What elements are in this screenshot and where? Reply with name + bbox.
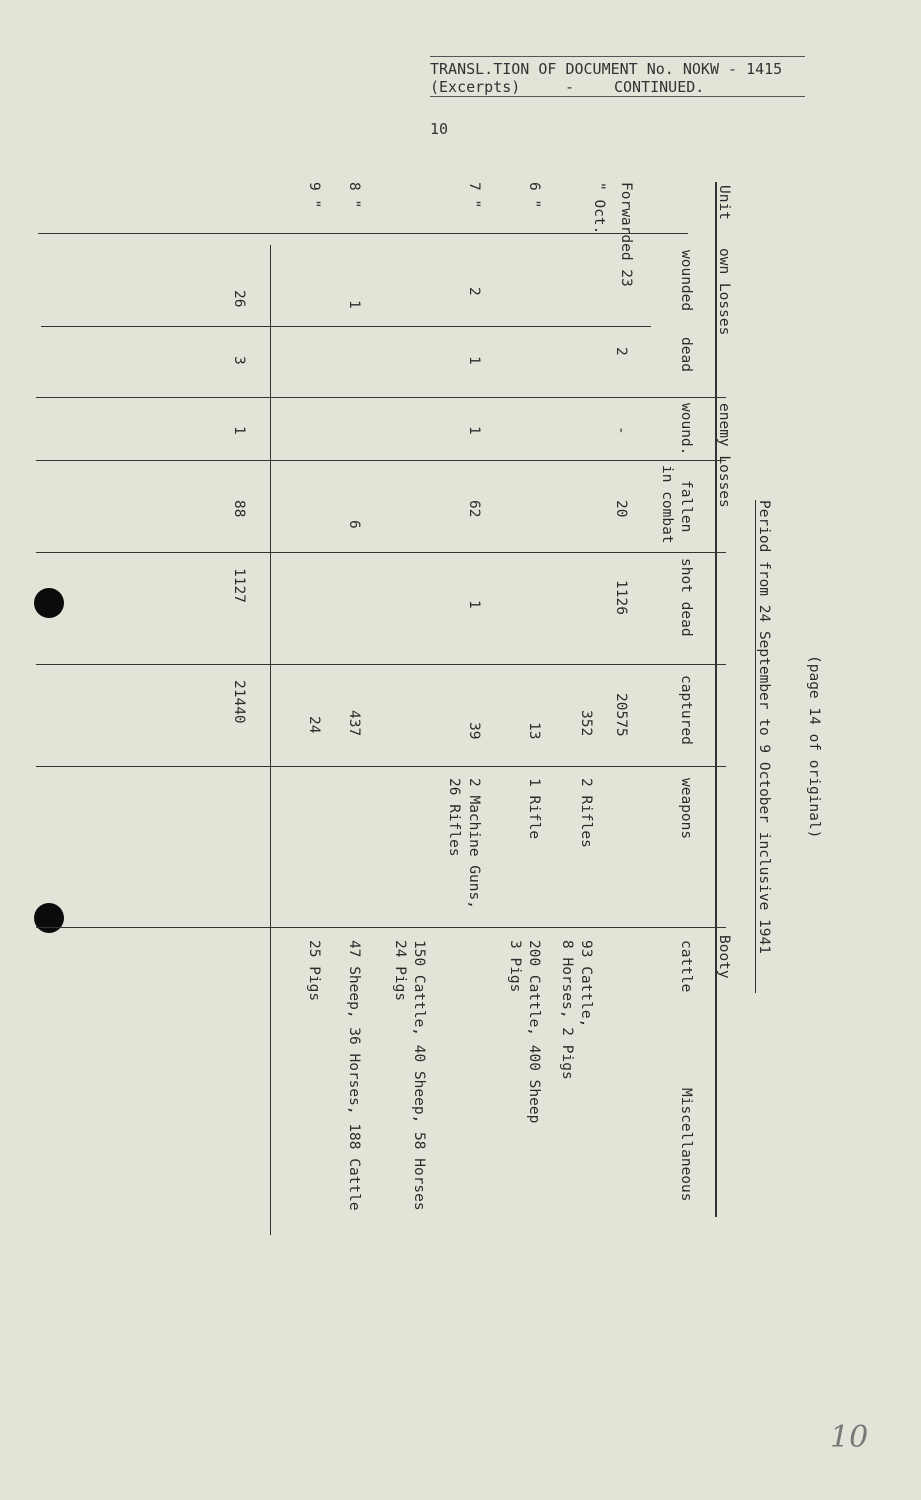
col-sep-captured bbox=[36, 664, 726, 665]
totals-fallen: 88 bbox=[231, 500, 247, 518]
subtitle-excerpts: (Excerpts) bbox=[430, 78, 521, 96]
totals-divider bbox=[270, 245, 271, 1235]
col-fallen-2: in combat bbox=[659, 465, 675, 544]
header-own-losses: own Losses bbox=[716, 248, 732, 336]
row-forwarded-unit: Forwarded 23 bbox=[618, 182, 634, 287]
row-7-unit: 7 " bbox=[466, 182, 482, 209]
col-weapons: weapons bbox=[678, 778, 694, 840]
col-sep-weapons bbox=[36, 766, 726, 767]
col-sep-enemy bbox=[36, 397, 726, 398]
row-7-weapons: 2 Machine Guns, bbox=[466, 778, 482, 909]
row-7-weapons-2: 26 Rifles bbox=[446, 778, 462, 857]
row-forwarded-shot-dead: 1126 bbox=[613, 580, 629, 615]
row-7-cattle-2: 24 Pigs bbox=[392, 940, 408, 1002]
col-fallen: fallen bbox=[678, 480, 694, 533]
row-9-cattle: 25 Pigs bbox=[306, 940, 322, 1002]
booty-divider bbox=[36, 927, 726, 928]
col-sep-shot bbox=[36, 552, 726, 553]
col-wound: wound. bbox=[678, 403, 694, 456]
col-shot-dead: shot dead bbox=[678, 558, 694, 637]
row-6-weapons: 1 Rifle bbox=[526, 778, 542, 840]
header-divider bbox=[716, 182, 718, 1217]
row-7-shot-dead: 1 bbox=[466, 600, 482, 609]
row-352-cattle: 93 Cattle, bbox=[578, 940, 594, 1028]
row-forwarded-unit-2: " Oct. bbox=[591, 182, 607, 235]
row-forwarded-fallen: 20 bbox=[613, 500, 629, 518]
row-forwarded-dead: 2 bbox=[613, 347, 629, 356]
row-7-wounded: 2 bbox=[466, 287, 482, 296]
page-of-original: (page 14 of original) bbox=[806, 655, 822, 839]
row-8-unit: 8 " bbox=[346, 182, 362, 209]
totals-captured: 21440 bbox=[231, 680, 247, 724]
row-8-cattle: 47 Sheep, 36 Horses, 188 Cattle bbox=[346, 940, 362, 1211]
totals-dead: 3 bbox=[231, 356, 247, 365]
row-forwarded-captured: 20575 bbox=[613, 693, 629, 737]
row-8-wounded: 1 bbox=[346, 300, 362, 309]
period-underline bbox=[755, 500, 756, 993]
totals-shot-dead: 1127 bbox=[231, 568, 247, 603]
subtitle-continued: CONTINUED. bbox=[614, 78, 705, 96]
row-8-fallen: 6 bbox=[346, 520, 362, 529]
header-enemy-losses: enemy Losses bbox=[716, 403, 732, 508]
col-cattle: cattle bbox=[678, 940, 694, 993]
row-7-dead: 1 bbox=[466, 356, 482, 365]
col-captured: captured bbox=[678, 675, 694, 745]
totals-wounded: 26 bbox=[231, 290, 247, 308]
col-miscellaneous: Miscellaneous bbox=[678, 1088, 694, 1202]
page-number: 10 bbox=[430, 120, 449, 138]
row-7-cattle: 150 Cattle, 40 Sheep, 58 Horses bbox=[411, 940, 427, 1211]
row-6-captured: 13 bbox=[526, 722, 542, 740]
row-352-cattle-2: 8 Horses, 2 Pigs bbox=[559, 940, 575, 1080]
row-7-wound: 1 bbox=[466, 426, 482, 435]
header-unit: Unit bbox=[716, 185, 732, 220]
row-6-cattle-2: 3 Pigs bbox=[507, 940, 523, 993]
row-9-unit: 9 " bbox=[306, 182, 322, 209]
row-9-captured: 24 bbox=[306, 716, 322, 734]
period-heading: Period from 24 September to 9 October inclusive 1941 bbox=[756, 500, 772, 954]
row-7-captured: 39 bbox=[466, 722, 482, 740]
row-352-captured: 352 bbox=[578, 710, 594, 737]
document-title: TRANSL.TION OF DOCUMENT No. NOKW - 1415 bbox=[430, 60, 783, 78]
handwritten-page-number: 10 bbox=[830, 1420, 869, 1455]
row-7-fallen: 62 bbox=[466, 500, 482, 518]
row-352-weapons: 2 Rifles bbox=[578, 778, 594, 848]
col-wounded: wounded bbox=[678, 250, 694, 312]
row-forwarded-wound: - bbox=[613, 426, 629, 435]
row-8-captured: 437 bbox=[346, 710, 362, 737]
col-dead: dead bbox=[678, 337, 694, 372]
totals-wound: 1 bbox=[231, 426, 247, 435]
col-sep-own bbox=[41, 326, 651, 327]
header-booty: Booty bbox=[716, 935, 732, 979]
subtitle-dash: - bbox=[565, 78, 575, 96]
row-6-unit: 6 " bbox=[526, 182, 542, 209]
col-sep-fallen bbox=[36, 460, 726, 461]
row-6-cattle: 200 Cattle, 400 Sheep bbox=[526, 940, 542, 1124]
